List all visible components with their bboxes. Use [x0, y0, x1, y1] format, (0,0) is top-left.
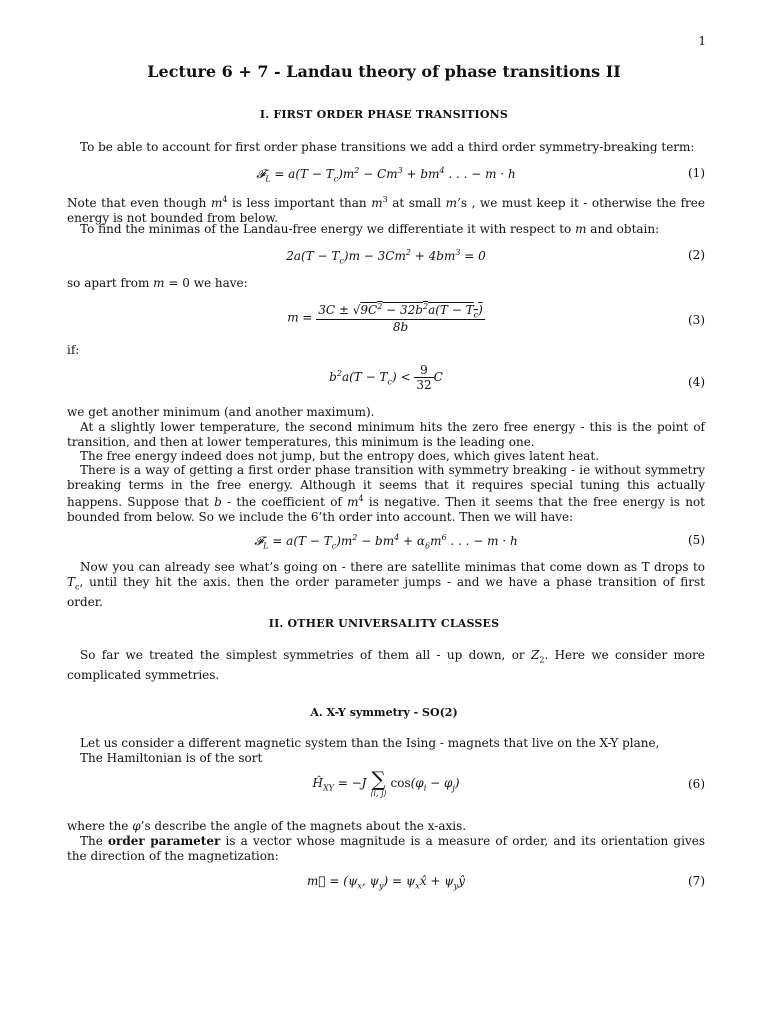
paragraph-satellite: Now you can already see what’s going on - there are satellite minimas that come down as T drops to $T_c$, until they hit the axis. then the order parameter jumps - and we have a phase transition of first order.	[67, 560, 705, 609]
equation-4-body: $b^2a(T - T_c)$ < $\frac{9}{32}$ C	[329, 363, 443, 392]
paragraph-intro: To be able to account for first order phase transitions we add a third order symmetry-breaking term:	[80, 140, 695, 154]
equation-1-body: 𝓕$_L$ = $a(T - T_c)m^2 - Cm^3 + bm^4$ . . . − m · h	[256, 166, 516, 184]
paragraph-bounded: Note that even though $m^4$ is less important than $m^3$ at small m’s , we must keep it - otherwise the free energy is not bounded from below.	[67, 195, 705, 225]
equation-2	[67, 248, 705, 278]
page-title: Lecture 6 + 7 - Landau theory of phase transitions II	[147, 62, 621, 81]
equation-5-number: (5)	[688, 533, 705, 547]
paragraph-transition: At a slightly lower temperature, the second minimum hits the zero free energy - this is the point of transition, and then at lower temperatures, this minimum is the leading one.	[67, 420, 705, 449]
equation-7-number: (7)	[688, 874, 705, 888]
paragraph-phi-angle: where the φ’s describe the angle of the magnets about the x-axis.	[67, 819, 467, 833]
equation-4	[67, 363, 705, 399]
paragraph-symmetry-breaking: There is a way of getting a first order phase transition with symmetry breaking - ie without symmetry breaking terms in the free energy. Although it seems that it requires special tuning this actually happens. Suppose that b - the coefficient of $m^4$ is negative. Then it seems that the free energy is not bounded from below. So we include the 6’th order into account. Then we will have:	[67, 463, 705, 524]
paragraph-hamiltonian: The Hamiltonian is of the sort	[80, 751, 263, 765]
page-number: 1	[698, 34, 706, 48]
equation-7-body: m⃗ = ($\psi_x$, $\psi_y$) = $\psi_xx̂$ + $\psi_yŷ$	[307, 874, 465, 891]
paragraph-if: if:	[67, 343, 80, 357]
equation-1-number: (1)	[688, 166, 705, 180]
section-heading-2: II. OTHER UNIVERSALITY CLASSES	[268, 617, 500, 630]
subsection-heading-a: A. X-Y symmetry - SO(2)	[310, 706, 458, 719]
equation-6-number: (6)	[688, 777, 705, 791]
equation-1	[67, 166, 705, 196]
paragraph-xy-system: Let us consider a different magnetic system than the Ising - magnets that live on the X-Y plane,	[80, 736, 660, 750]
paragraph-so-far: So far we treated the simplest symmetries of them all - up down, or $Z_2$. Here we consider more complicated symmetries.	[67, 648, 705, 682]
equation-6	[67, 769, 705, 809]
equation-5	[67, 533, 705, 563]
equation-5-body: 𝓕$_L$ = $a(T - T_c)m^2 - bm^4 + \alpha_6m^6$ . . . − m · h	[254, 533, 518, 551]
equation-7	[67, 874, 705, 904]
paragraph-order-parameter: The order parameter is a vector whose magnitude is a measure of order, and its orientation gives the direction of the magnetization:	[67, 834, 705, 863]
paragraph-another-minimum: we get another minimum (and another maximum).	[67, 405, 375, 419]
equation-2-number: (2)	[688, 248, 705, 262]
equation-2-body: $2a(T - T_c)m - 3Cm^2 + 4bm^3 = 0$	[286, 248, 486, 266]
equation-3-number: (3)	[688, 313, 705, 327]
equation-3	[67, 302, 705, 338]
paragraph-apart: so apart from m = 0 we have:	[67, 276, 248, 290]
section-heading-1: I. FIRST ORDER PHASE TRANSITIONS	[259, 108, 509, 121]
equation-4-number: (4)	[688, 375, 705, 389]
equation-6-body: $Ĥ_{XY} = -J$ ∑ ⟨i, j⟩ $\cos(\varphi_i - \varphi_j)$	[312, 767, 460, 798]
paragraph-minimas: To find the minimas of the Landau-free energy we differentiate it with respect to m and obtain:	[80, 222, 660, 236]
equation-3-body: m = $\frac{3C \pm √9C^2 - 32b^2a(T - T_c)}{8b}$	[287, 302, 483, 335]
paragraph-latent-heat: The free energy indeed does not jump, but the entropy does, which gives latent heat.	[80, 449, 600, 463]
